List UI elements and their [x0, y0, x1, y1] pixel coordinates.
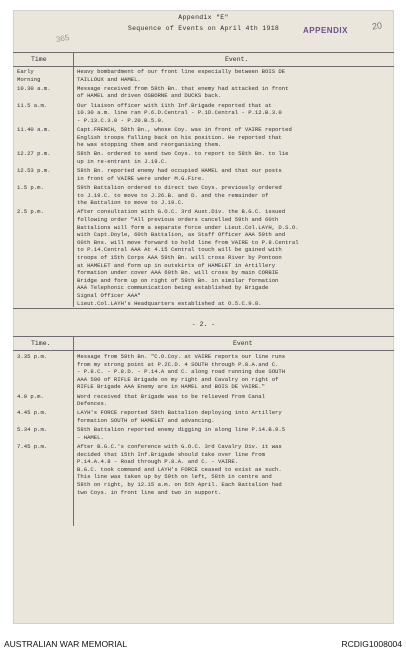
footer-reference: RCDIG1008004 [341, 639, 402, 649]
table1-top-rule [13, 52, 394, 53]
row-event: Word received that Brigade was to be relieved from Canal Defences. [77, 392, 265, 408]
row-event: 58th Bn. reported enemy had occupied HAMEL and that our posts in front of VAIRE were under M.G.Fire. [77, 167, 282, 182]
pencil-annotation: 365 [55, 32, 71, 45]
row-event: Capt.FRENCH, 58th Bn., whose Coy. was in front of VAIRE reported English troops falling back on his position. He reported that he was stopping them and reorganising them. [77, 126, 292, 149]
row-event: Message received from 58th Bn. that enemy had attacked in front of HAMEL and driven OSBORNE and DUCKS back. [77, 84, 289, 100]
row-event: After consultation with G.O.C. 3rd Aust.Div. the B.G.C. issued following order "All previous orders cancelled 59th and 60th Battalions will form a separate force under Lieut.Col.LAYH, D.S.O. with Capt.Doyle, 60th Battalion, as Staff Officer AAA 59th and 60th Bns. will move forward to hold line from VAIRE to P.8.Central to P.14.Central AAA At 4.15 Central touch will be gained with troops of 15th Corps AAA 59th Bn. will cross River by Pontoon at HAMELET and form up in outskirts of HAMELET in Artillery formation under cover AAA 60th Bn. will cross by main CORBIE Bridge and form up on right of 59th Bn. in similar formation AAA Telephonic communication being established by Brigade Signal Officer AAA" Lieut.Col.LAYH's Headquarters established at O.5.C.9.8. [77, 208, 299, 307]
document-title: Sequence of Events on April 4th 1918 [127, 25, 280, 32]
row-event: After B.G.C.'s conference with G.O.C. 3rd Cavalry Div. it was decided that 15th Inf.Brigade should take over line from P.14.A.4.8 - Road through P.8.A. and C. - VAIRE. B.G.C. took command and LAYH's FORCE ceased to exist as such. This line was taken up by 59th on left, 58th in centre and 58th on right, by 12.15 a.m. on 5th April. Each Battalion had two Coys. in front line and two in support. [77, 443, 282, 496]
section-divider: - 2. - [191, 321, 216, 328]
row-time: 4.0 p.m. [17, 392, 44, 400]
row-time: 12.27 p.m. [17, 150, 51, 158]
table2-col-event: Event [233, 340, 253, 347]
row-time: 5.34 p.m. [17, 426, 48, 434]
footer-credit: AUSTRALIAN WAR MEMORIAL [4, 639, 127, 649]
row-event: Heavy bombardment of our front line especially between BOIS DE TAILLOUX and HAMEL. [77, 68, 286, 83]
row-event: 58th Battalion reported enemy digging in along line P.14.B.9.5 - HAMEL. [77, 426, 286, 441]
row-time: 2.5 p.m. [17, 208, 44, 216]
table2-top-rule [13, 336, 394, 337]
row-time: 7.45 p.m. [17, 443, 48, 450]
row-event: LAYH's FORCE reported 59th Battalion deploying into Artillery formation SOUTH of HAMELET and advancing. [77, 409, 282, 424]
table1-bottom-rule [13, 308, 394, 309]
row-time: 11.5 a.m. [17, 101, 48, 109]
table2-header-rule [13, 350, 394, 351]
row-time: 1.5 p.m. [17, 184, 44, 191]
row-time: 10.30 a.m. [17, 84, 51, 92]
row-event: 59th Battalion ordered to direct two Coys. previously ordered to J.19.C. to move to J.26.B. and D. and the remainder of the Battalion to move to J.19.C. [77, 184, 282, 207]
row-event: Message from 58th Bn. "C.O.Coy. at VAIRE reports our line runs from my strong point at P.2C.D. 4 SOUTH through P.8.A.and C. - P.8.C. - P.8.D. - P.14.A and C. along road running due SOUTH AAA 500 of RIFLE Brigade on my right and Cavalry on right of RIFLE Brigade AAA Enemy are in HAMEL and BOIS DE VAIRE." [77, 353, 286, 391]
row-event: Our liaison officer with 11th Inf.Brigade reported that at 10.30 a.m. line ran P.6.D.Central - P.1D.Central - P.12.B.3.0 - P.13.C.3.0 - P.20.B.5.0. [77, 101, 282, 124]
table1-col-event: Event. [225, 56, 249, 63]
row-time: 4.45 p.m. [17, 409, 48, 417]
folio-number: 20 [371, 20, 383, 32]
row-time: Early Morning [17, 68, 41, 83]
table2-col-time: Time. [31, 340, 51, 347]
table2-column-divider [73, 336, 74, 526]
row-event: 58th Bn. ordered to send two Coys. to report to 58th Bn. to lie up in re-entrant in J.19.C. [77, 150, 289, 165]
table1-header-rule [13, 66, 394, 67]
appendix-stamp: APPENDIX [303, 26, 348, 35]
table1-col-time: Time [31, 56, 47, 63]
table1-column-divider [73, 52, 74, 307]
appendix-heading: Appendix "E" [178, 14, 229, 21]
row-time: 3.35 p.m. [17, 353, 48, 360]
row-time: 12.53 p.m. [17, 167, 51, 175]
row-time: 11.40 a.m. [17, 126, 51, 133]
document-page [13, 10, 394, 624]
